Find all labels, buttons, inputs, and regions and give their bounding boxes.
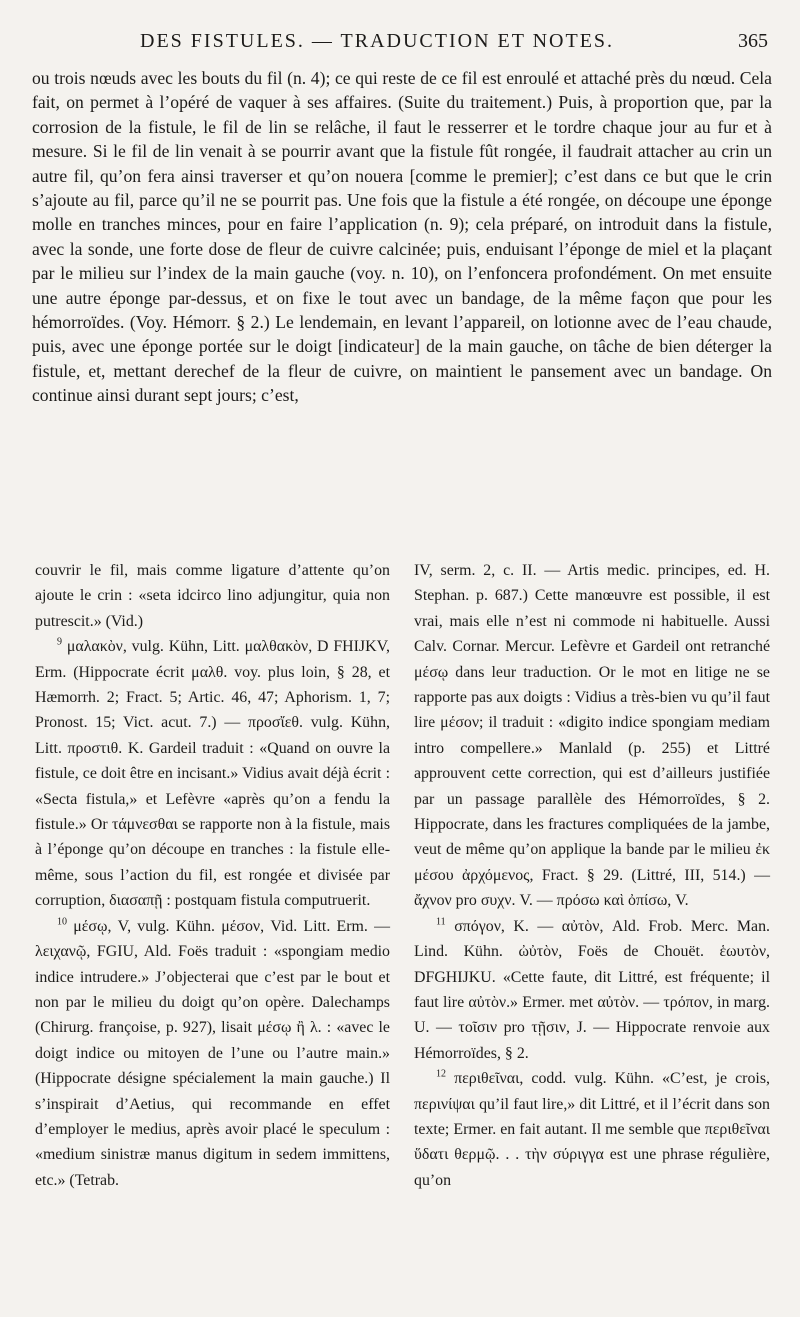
- main-paragraph: ou trois nœuds avec les bouts du fil (n. 4); ce qui reste de ce fil est enroulé et attaché près du nœud. Cela fait, on permet à l’opéré de vaquer à ses affaires. (Suite du traitement.) Puis, à proportion que, par la corrosion de la fistule, le fil de lin se relâche, il faut le resserrer et le tordre chaque jour au fur et à mesure. Si le fil de lin venait à se pourrir avant que la fistule fût rongée, il faudrait attacher au crin un autre fil, qu’on fera ainsi traverser et qu’on nouera [comme le premier]; c’est dans ce but que le crin s’ajoute au fil, parce qu’il ne se pourrit pas. Une fois que la fistule a été rongée, on découpe une éponge molle en tranches minces, pour en faire l’application (n. 9); cela préparé, on introduit dans la fistule, avec la sonde, une forte dose de fleur de cuivre calcinée; puis, enduisant l’éponge de miel et la plaçant par le milieu sur l’index de la main gauche (voy. n. 10), on l’enfoncera profondément. On met ensuite une autre éponge par-dessus, et on fixe le tout avec un bandage, de la même façon que pour les hémorroïdes. (Voy. Hémorr. § 2.) Le lendemain, en levant l’appareil, on lotionne avec de l’eau chaude, puis, avec une éponge portée sur le doigt [indicateur] de la main gauche, on tâche de bien déterger la fistule, et, mettant derechef de la fleur de cuivre, on maintient le pansement avec un bandage. On continue ainsi durant sept jours; c’est,: [32, 68, 772, 406]
- footnote-10-number: 10: [57, 916, 67, 928]
- footnote-12: [414, 1066, 770, 1193]
- section-divider: [30, 528, 775, 529]
- footnote-11-number: 11: [436, 916, 446, 928]
- footnote-11-text: σπόγον, K. — αὐτὸν, Ald. Frob. Merc. Man. Lind. Kühn. ὠὐτὸν, Foës de Chouët. ἑωυτὸν, DFGHIJKU. «Cette faute, dit Littré, est fréquente; il faut lire αὐτὸν.» Ermer. met αὐτὸν. — τρόπον, in marg. U. — τοῖσιν pro τῇσιν, J. — Hippocrate renvoie aux Hémorroïdes, § 2.: [414, 917, 771, 1062]
- footnote-12-text: περιθεῖναι, codd. vulg. Kühn. «C’est, je crois, περινίψαι qu’il faut lire,» dit Littré, et il l’écrit dans son texte; Ermer. en fait autant. Il me semble que περιθεῖναι ὕδατι θερμῷ. . . τὴν σύριγγα est une phrase régulière, qu’on: [414, 1070, 770, 1189]
- footnote-12-number: 12: [436, 1068, 446, 1080]
- footnote-10: [35, 914, 390, 1193]
- footnote-10-text: μέσῳ, V, vulg. Kühn. μέσον, Vid. Litt. Erm. — λειχανῷ, FGIU, Ald. Foës traduit : «spongiam medio indice intrudere.» J’objecterai que c’est par le bout et non par le milieu du doigt qu’on opère. Dalechamps (Chirurg. françoise, p. 927), lisait μέσῳ ἢ λ. : «avec le doigt indice ou mitoyen de l’une ou l’autre main.» (Hippocrate désigne spécialement la main gauche.) Il s’inspirait d’Aetius, qui recommande en effet d’employer le medius, après avoir placé le speculum : «medium sinistræ manus digitum in sedem immittens, etc.» (Tetrab.: [35, 917, 390, 1189]
- footnote-continuation: couvrir le fil, mais comme ligature d’attente qu’on ajoute le crin : «seta idcirco lino adjungitur, quia non putrescit.» (Vid.): [35, 562, 390, 630]
- footnote-9: [35, 634, 390, 913]
- footnotes-left-column: [35, 558, 390, 1193]
- running-header: [60, 30, 770, 58]
- footnote-9-number: 9: [57, 636, 62, 648]
- page-number: 365: [738, 30, 768, 52]
- footnote-continuation-right: IV, serm. 2, c. II. — Artis medic. principes, ed. H. Stephan. p. 687.) Cette manœuvre est possible, il est vrai, mais elle n’est ni commode ni habituelle. Aussi Calv. Cornar. Mercur. Lefèvre et Gardeil ont retranché μέσῳ dans leur traduction. Or le mot en litige ne se rapporte pas aux doigts : Vidius a très-bien vu qu’il faut lire μέσον; il traduit : «digito indice spongiam mediam intro compellere.» Manlald (p. 255) et Littré approuvent cette correction, qui est d’ailleurs justifiée par un passage parallèle des Hémorroïdes, § 2. Hippocrate, dans les fractures compliquées de la jambe, veut de même qu’on applique la bande par le milieu ἐκ μέσου ἀρχόμενος, Fract. § 29. (Littré, III, 514.) — ἄχνον pro συχν. V. — πρόσω καὶ ὀπίσω, V.: [414, 562, 770, 910]
- main-text-block: [32, 66, 772, 408]
- footnote-9-text: μαλακὸν, vulg. Kühn, Litt. μαλθακὸν, D FHIJKV, Erm. (Hippocrate écrit μαλθ. voy. plus loin, § 28, et Hæmorrh. 2; Fract. 5; Artic. 46, 47; Aphorism. 1, 7; Pronost. 15; Vict. acut. 7.) — προσ‎ἴεθ. vulg. Kühn, Litt. προστιθ. K. Gardeil traduit : «Quand on ouvre la fistule, ce doit être en incisant.» Vidius avait déjà écrit : «Secta fistula,» et Lefèvre «après qu’on a fendu la fistule.» Or τάμνεσθαι se rapporte non à la fistule, mais à l’éponge qu’on découpe en tranches : la fistule elle-même, sous l’action du fil, est rongée et divisée par corruption, διασαπῇ : postquam fistula computruerit.: [35, 638, 390, 910]
- running-title: DES FISTULES. — TRADUCTION ET NOTES.: [140, 30, 615, 52]
- footnote-11: [414, 914, 770, 1066]
- footnotes-right-column: [414, 558, 770, 1193]
